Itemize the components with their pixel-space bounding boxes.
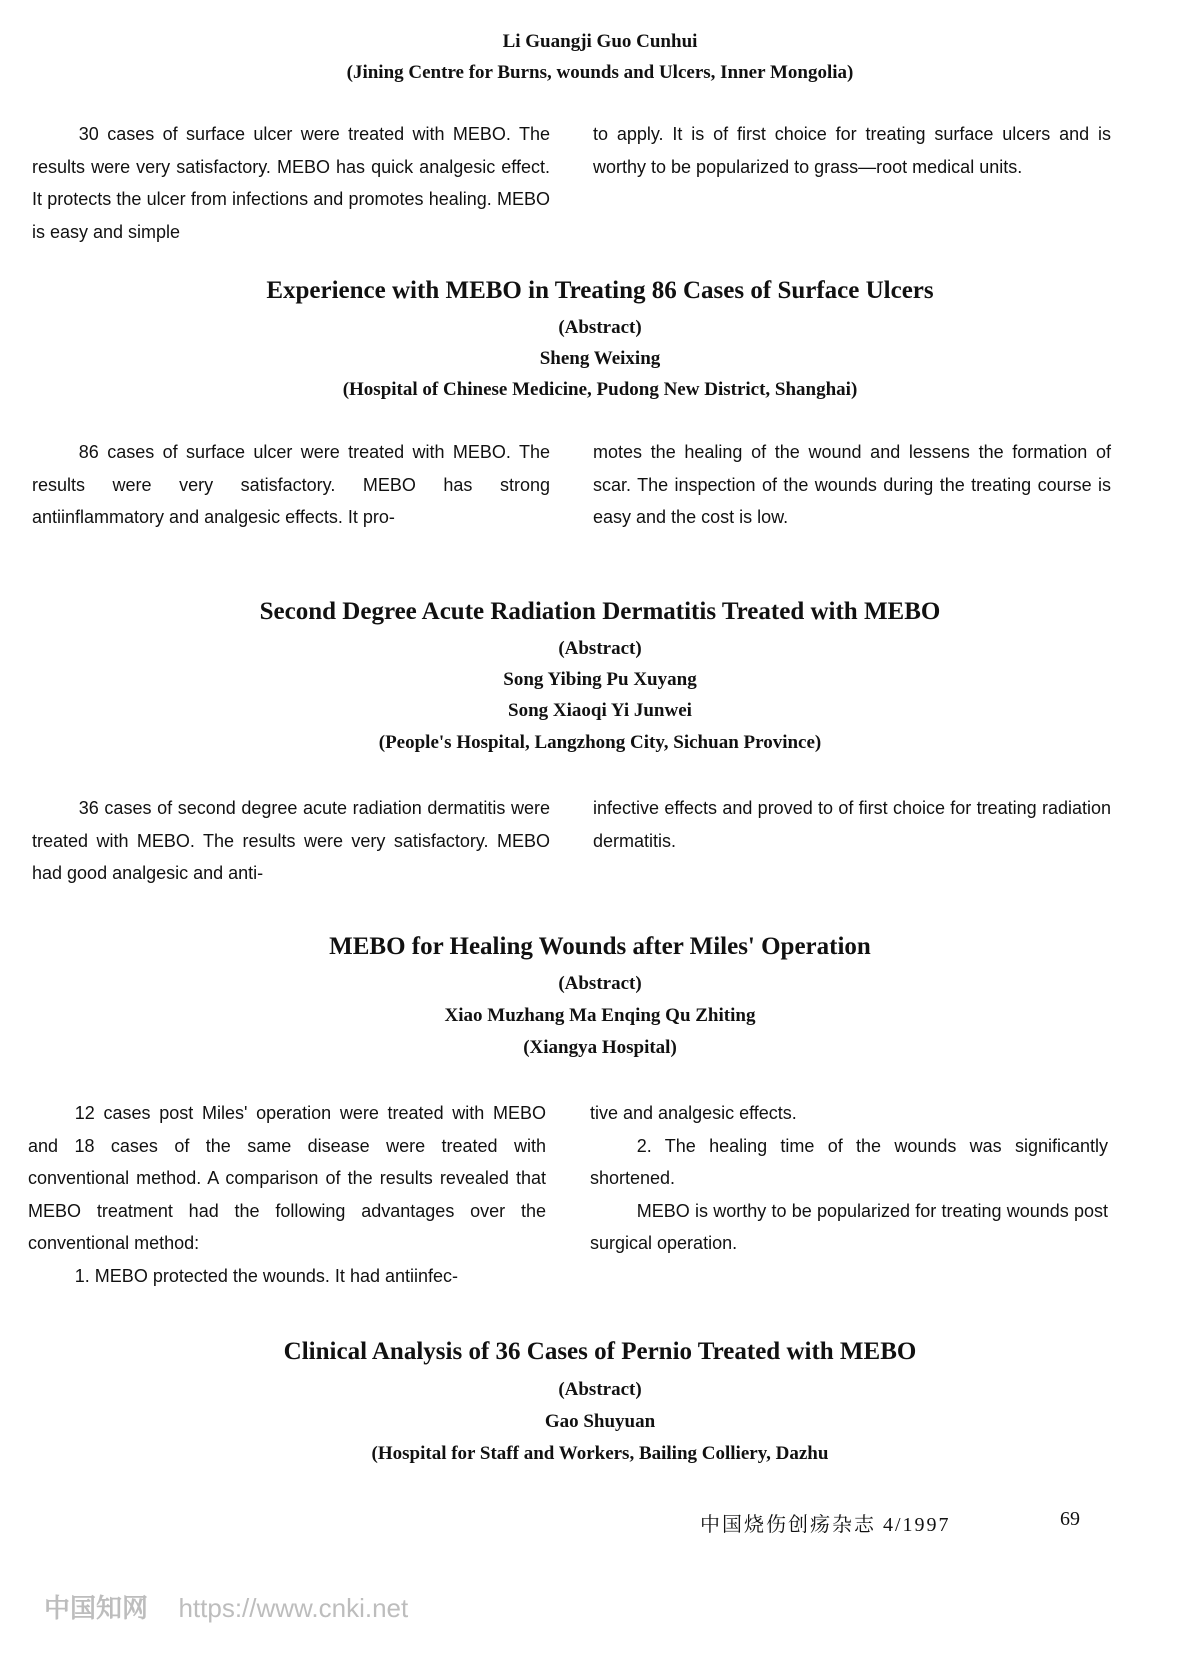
authors-top: Li Guangji Guo Cunhui bbox=[502, 31, 698, 52]
paragraph: 86 cases of surface ulcer were treated with MEBO. The results were very satisfactory. MEBO has strong antiinflammatory and analgesic effects. It pro- bbox=[32, 442, 550, 527]
abstract-label: (Abstract) bbox=[558, 973, 642, 994]
affiliation-top: (Jining Centre for Burns, wounds and Ulcers, Inner Mongolia) bbox=[346, 62, 854, 83]
paragraph: tive and analgesic effects. bbox=[590, 1103, 797, 1123]
paragraph: to apply. It is of first choice for treating surface ulcers and is worthy to be popularized to grass—root medical units. bbox=[593, 124, 1111, 177]
abstract-label: (Abstract) bbox=[558, 317, 642, 338]
journal-footer: 中国烧伤创疡杂志 4/1997 bbox=[700, 1514, 951, 1536]
authors: Sheng Weixing bbox=[539, 348, 661, 369]
authors: Xiao Muzhang Ma Enqing Qu Zhiting bbox=[444, 1005, 756, 1026]
article-title: Second Degree Acute Radiation Dermatitis Treated with MEBO bbox=[259, 598, 941, 625]
article-title: MEBO for Healing Wounds after Miles' Operation bbox=[329, 933, 871, 960]
affiliation: (Hospital of Chinese Medicine, Pudong New District, Shanghai) bbox=[342, 379, 858, 400]
a2-col-right bbox=[593, 436, 1111, 534]
top-col-right bbox=[593, 118, 1111, 183]
authors: Gao Shuyuan bbox=[544, 1411, 656, 1432]
authors: Song Xiaoqi Yi Junwei bbox=[508, 700, 692, 721]
a3-col-left bbox=[32, 792, 550, 890]
page-number: 69 bbox=[1060, 1508, 1080, 1530]
watermark bbox=[44, 1588, 408, 1625]
abstract-label: (Abstract) bbox=[558, 638, 642, 659]
paragraph: 2. The healing time of the wounds was significantly shortened. bbox=[590, 1135, 1108, 1188]
affiliation: (People's Hospital, Langzhong City, Sichuan Province) bbox=[378, 732, 822, 753]
a2-col-left bbox=[32, 436, 550, 534]
affiliation: (Hospital for Staff and Workers, Bailing Colliery, Dazhu bbox=[371, 1443, 829, 1464]
paragraph: 36 cases of second degree acute radiation dermatitis were treated with MEBO. The results were very satisfactory. MEBO had good analgesic and anti- bbox=[32, 798, 550, 883]
paragraph: 12 cases post Miles' operation were treated with MEBO and 18 cases of the same disease were treated with conventional method. A comparison of the results revealed that MEBO treatment had the following advantages over the conventional method: bbox=[28, 1103, 546, 1253]
watermark-logo-text: 中国知网 bbox=[44, 1593, 149, 1623]
paragraph: infective effects and proved to of first choice for treating radiation dermatitis. bbox=[593, 798, 1111, 851]
authors: Song Yibing Pu Xuyang bbox=[503, 669, 697, 690]
a4-col-left bbox=[28, 1097, 546, 1292]
abstract-label: (Abstract) bbox=[558, 1379, 642, 1400]
affiliation: (Xiangya Hospital) bbox=[523, 1037, 677, 1058]
paragraph: 30 cases of surface ulcer were treated with MEBO. The results were very satisfactory. MEBO has quick analgesic effect. It protects the ulcer from infections and promotes healing. MEBO is easy and simple bbox=[32, 124, 550, 242]
article-title: Clinical Analysis of 36 Cases of Pernio Treated with MEBO bbox=[283, 1338, 917, 1365]
article-title: Experience with MEBO in Treating 86 Cases of Surface Ulcers bbox=[266, 277, 934, 304]
paragraph: MEBO is worthy to be popularized for treating wounds post surgical operation. bbox=[590, 1200, 1108, 1253]
a4-col-right bbox=[590, 1097, 1108, 1260]
paragraph: motes the healing of the wound and lessens the formation of scar. The inspection of the wounds during the treating course is easy and the cost is low. bbox=[593, 442, 1111, 527]
top-col-left bbox=[32, 118, 550, 248]
a3-col-right bbox=[593, 792, 1111, 857]
watermark-url[interactable]: https://www.cnki.net bbox=[178, 1593, 409, 1623]
paragraph: 1. MEBO protected the wounds. It had antiinfec- bbox=[74, 1265, 459, 1286]
